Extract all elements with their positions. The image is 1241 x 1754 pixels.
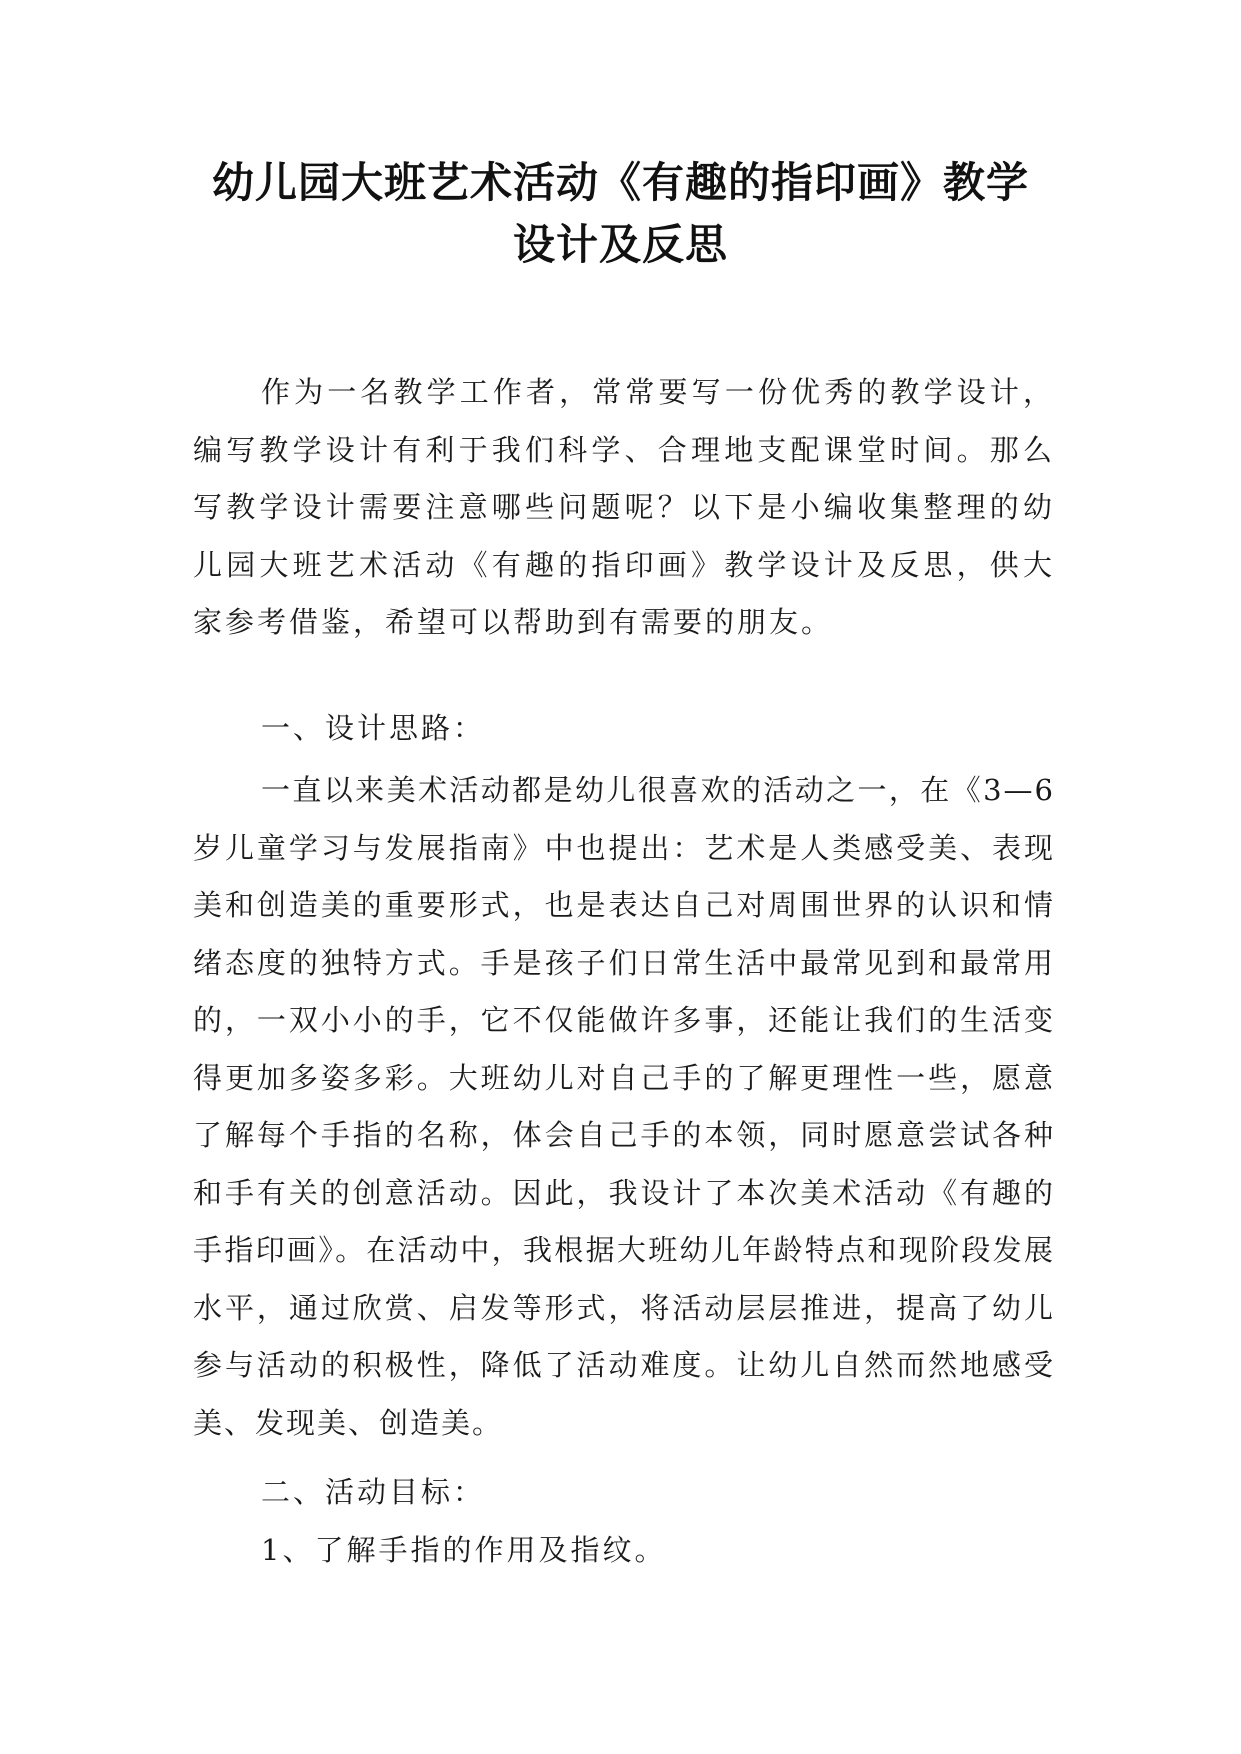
section-heading-activity-goals: 二、活动目标： — [261, 1475, 486, 1509]
document-title — [150, 152, 1091, 276]
goal-item-1: 1、了解手指的作用及指纹。 — [261, 1533, 667, 1567]
title-line-1: 幼儿园大班艺术活动《有趣的指印画》教学 — [211, 158, 1029, 207]
section-heading-design-idea: 一、设计思路： — [261, 711, 486, 745]
intro-paragraph: 作为一名教学工作者，常常要写一份优秀的教学设计，编写教学设计有利于我们科学、合理地支配课堂时间。那么写教学设计需要注意哪些问题呢？以下是小编收集整理的幼儿园大班艺术活动《有趣的指印画》教学设计及反思，供大家参考借鉴，希望可以帮助到有需要的朋友。 — [193, 375, 1055, 639]
title-line-2: 设计及反思 — [512, 220, 728, 269]
design-idea-paragraph: 一直以来美术活动都是幼儿很喜欢的活动之一，在《3—6岁儿童学习与发展指南》中也提出：艺术是人类感受美、表现美和创造美的重要形式，也是表达自己对周围世界的认识和情绪态度的独特方式。手是孩子们日常生活中最常见到和最常用的，一双小小的手，它不仅能做许多事，还能让我们的生活变得更加多姿多彩。大班幼儿对自己手的了解更理性一些，愿意了解每个手指的名称，体会自己手的本领，同时愿意尝试各种和手有关的创意活动。因此，我设计了本次美术活动《有趣的手指印画》。在活动中，我根据大班幼儿年龄特点和现阶段发展水平，通过欣赏、启发等形式，将活动层层推进，提高了幼儿参与活动的积极性，降低了活动难度。让幼儿自然而然地感受美、发现美、创造美。 — [193, 773, 1055, 1440]
